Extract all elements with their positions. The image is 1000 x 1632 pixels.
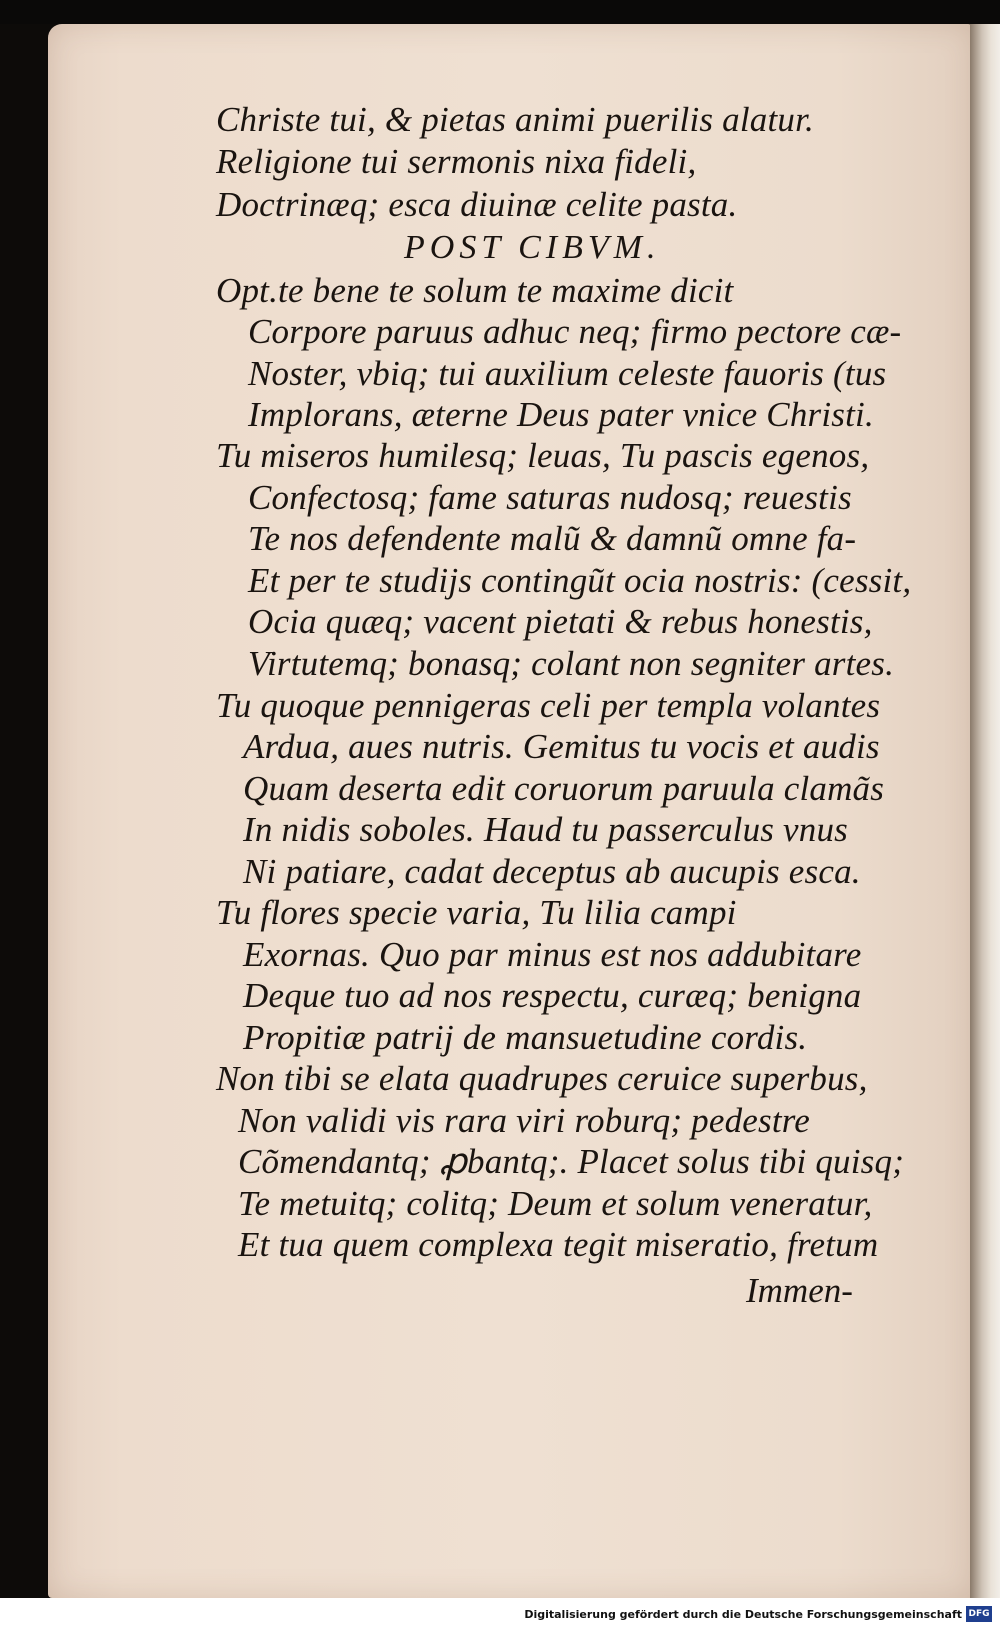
verse-line: Opt.te bene te solum te maxime dicit — [216, 271, 734, 310]
verse-line: Noster, vbiq; tui auxilium celeste fauoris (tus — [248, 354, 887, 393]
verse-line: Ni patiare, cadat deceptus ab aucupis esca. — [243, 852, 861, 891]
section-heading: POST CIBVM. — [404, 229, 661, 266]
digitization-footer — [0, 1598, 1000, 1632]
verse-line: Tu quoque pennigeras celi per templa volantes — [216, 686, 881, 725]
verse-line: Corpore paruus adhuc neq; firmo pectore cæ- — [248, 312, 902, 351]
verse-line: Te nos defendente malũ & damnũ omne fa- — [248, 519, 857, 558]
verse-line: Te metuitq; colitq; Deum et solum veneratur, — [238, 1184, 873, 1223]
verse-line: In nidis soboles. Haud tu passerculus vnus — [243, 810, 849, 849]
verse-line: Religione tui sermonis nixa fideli, — [216, 142, 697, 181]
verse-line: Deque tuo ad nos respectu, curæq; benigna — [243, 976, 862, 1015]
verse-line: Virtutemq; bonasq; colant non segniter artes. — [248, 644, 895, 683]
verse-line: Tu miseros humilesq; leuas, Tu pascis egenos, — [216, 436, 870, 475]
page-edge-shadow — [970, 24, 1000, 1598]
footer-credit: Digitalisierung gefördert durch die Deutsche Forschungsgemeinschaft — [524, 1608, 962, 1621]
page-text-block — [48, 24, 974, 1598]
verse-line: Implorans, æterne Deus pater vnice Christi. — [248, 395, 874, 434]
verse-line: Non tibi se elata quadrupes ceruice superbus, — [216, 1059, 868, 1098]
verse-line: Cõmendantq; ꝓbantq;. Placet solus tibi quisq; — [238, 1142, 905, 1181]
verse-line: Et per te studijs contingũt ocia nostris: (cessit, — [248, 561, 912, 600]
verse-line: Quam deserta edit coruorum paruula clamãs — [243, 769, 885, 808]
dfg-logo-icon: DFG — [966, 1606, 992, 1622]
verse-line: Christe tui, & pietas animi puerilis alatur. — [216, 100, 815, 139]
verse-line: Ardua, aues nutris. Gemitus tu vocis et audis — [243, 727, 880, 766]
verse-line: Doctrinæq; esca diuinæ celite pasta. — [216, 185, 738, 224]
book-page — [48, 24, 974, 1598]
verse-line: Tu flores specie varia, Tu lilia campi — [216, 893, 737, 932]
verse-line: Et tua quem complexa tegit miseratio, fretum — [238, 1225, 879, 1264]
verse-line: Propitiæ patrij de mansuetudine cordis. — [243, 1018, 808, 1057]
catchword: Immen- — [746, 1271, 853, 1310]
top-dark-band — [0, 0, 1000, 24]
verse-line: Non validi vis rara viri roburq; pedestre — [238, 1101, 811, 1140]
verse-line: Confectosq; fame saturas nudosq; reuestis — [248, 478, 852, 517]
verse-line: Exornas. Quo par minus est nos addubitare — [243, 935, 862, 974]
verse-line: Ocia quæq; vacent pietati & rebus honestis, — [248, 602, 873, 641]
